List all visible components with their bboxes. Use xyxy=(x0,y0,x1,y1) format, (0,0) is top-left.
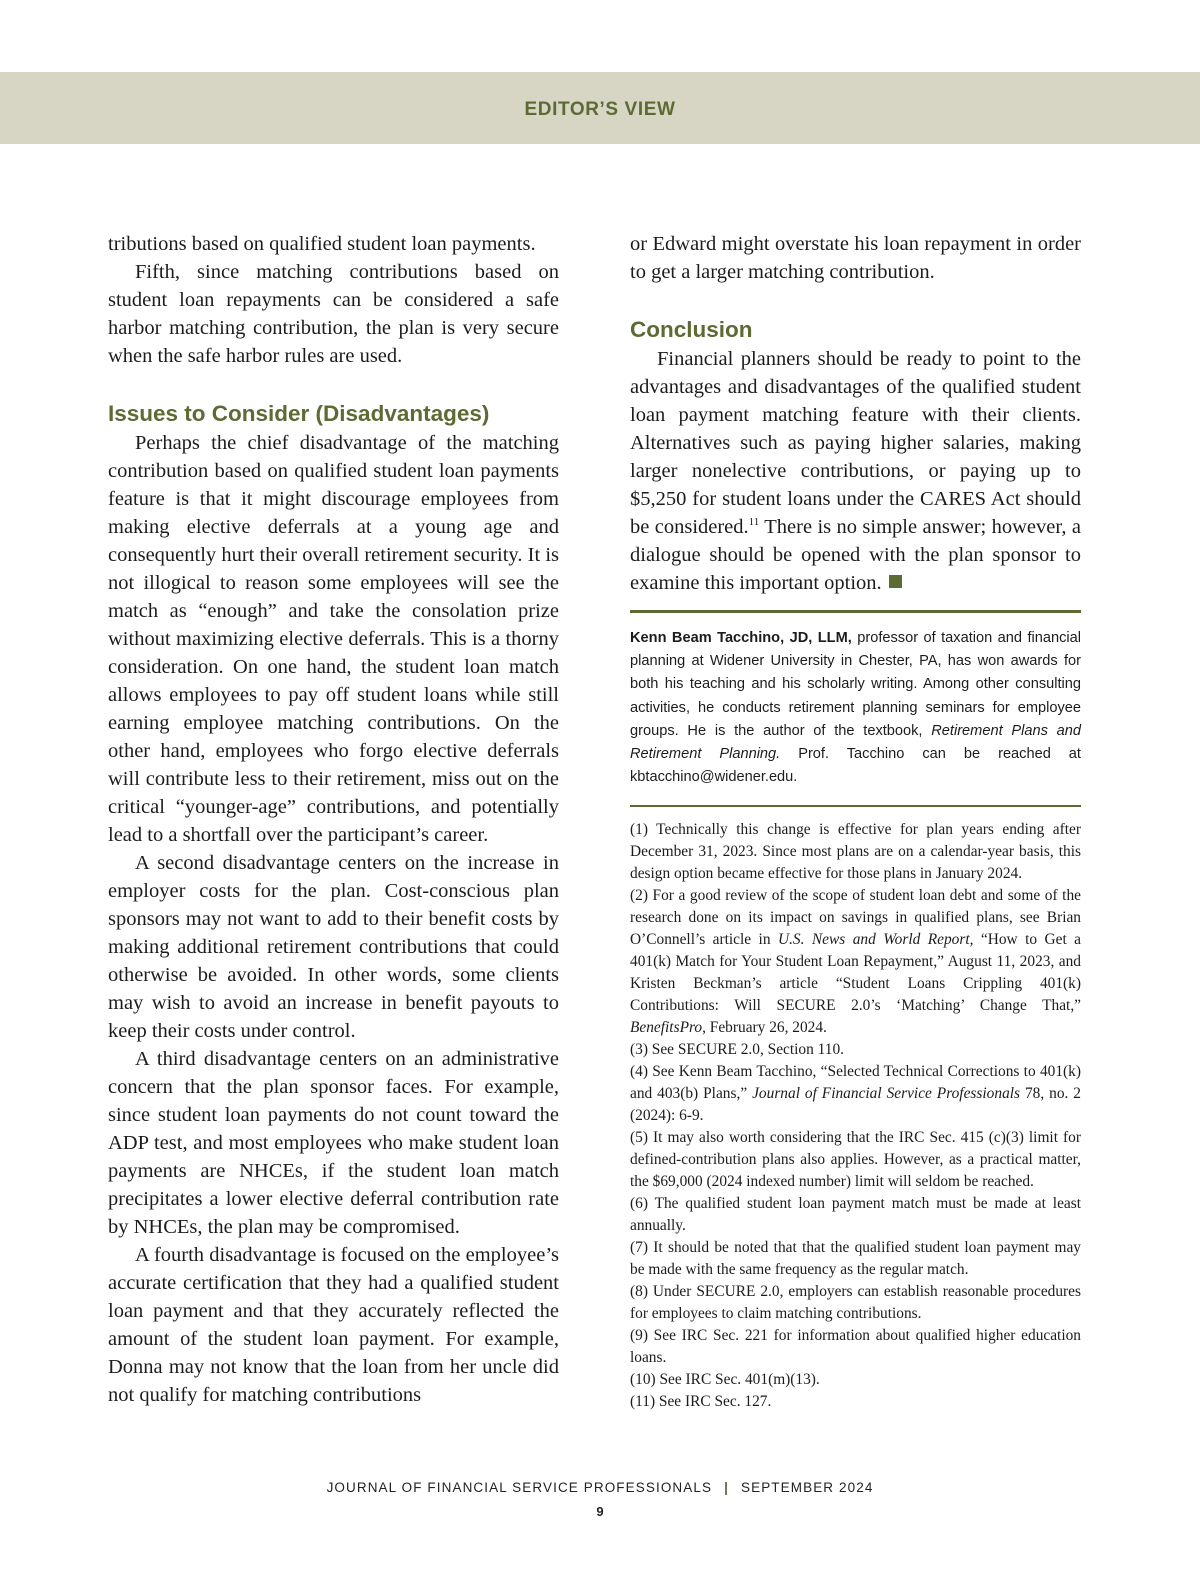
endnote-3: (3) See SECURE 2.0, Section 110. xyxy=(630,1041,845,1059)
paragraph-third-disadvantage: A third disadvantage centers on an administrative concern that the plan sponsor faces. For example, since student loan payments do not count toward the ADP test, and most employees who make student loan payments are NHCEs, if the student loan match precipitates a lower elective deferral contribution rate by NHCEs, the plan may be compromised. xyxy=(108,1048,559,1238)
endnote-5: (5) It may also worth considering that the IRC Sec. 415 (c)(3) limit for defined-contribution plans also applies. However, as a practical matter, the $69,000 (2024 indexed number) limit will seldom be reached. xyxy=(630,1129,1081,1191)
bio-text-b: Prof. Tacchino can be reached at kbtacchino@widener.edu. xyxy=(630,746,1081,786)
endnote-11: (11) See IRC Sec. 127. xyxy=(630,1393,772,1411)
paragraph-fourth-disadvantage: A fourth disadvantage is focused on the employee’s accurate certification that they had a qualified student loan payment and that they accurately reflected the amount of the student loan payment. For example, Donna may not know that the loan from her uncle did not qualify for matching contributions xyxy=(108,1244,559,1406)
endnote-2-publication-2: BenefitsPro xyxy=(630,1019,703,1037)
endnote-4-publication: Journal of Financial Service Professionals xyxy=(752,1085,1021,1103)
paragraph-second-disadvantage: A second disadvantage centers on the increase in employer costs for the plan. Cost-conscious plan sponsors may not want to add to their benefit costs by making additional retirement contributions that could otherwise be avoided. In other words, some clients may wish to avoid an increase in benefit payouts to keep their costs under control. xyxy=(108,852,559,1042)
endnote-4 xyxy=(630,1061,1081,1127)
notes-divider xyxy=(630,805,1081,807)
bio-text-a: professor of taxation and financial planning at Widener University in Chester, PA, has won awards for both his teaching and his scholarly writing. Among other consulting activities, he conducts retirement planning seminars for employee groups. He is the author of the textbook, xyxy=(630,630,1081,739)
journal-name: JOURNAL OF FINANCIAL SERVICE PROFESSIONALS xyxy=(326,1480,713,1495)
endnote-2-publication-1: U.S. News and World Report, xyxy=(777,931,974,949)
endnote-6: (6) The qualified student loan payment match must be made at least annually. xyxy=(630,1195,1081,1235)
paragraph-fifth: Fifth, since matching contributions based on student loan repayments can be considered a safe harbor matching contribution, the plan is very secure when the safe harbor rules are used. xyxy=(108,261,559,367)
author-name: Kenn Beam Tacchino, JD, LLM, xyxy=(630,630,852,646)
conclusion-text-a: Financial planners should be ready to point to the advantages and disadvantages of the qualified student loan payment matching feature with their clients. Alternatives such as paying higher salaries, making larger nonelective contributions, or paying up to $5,250 for student loans under the CARES Act should be considered. xyxy=(630,348,1081,538)
endnote-4-text-a: (4) See Kenn Beam Tacchino, “Selected Technical Corrections to 401(k) and 403(b) Plans,” xyxy=(630,1063,1081,1103)
page-number: 9 xyxy=(596,1504,604,1519)
bio-book-title: Retirement Plans and Retirement Planning. xyxy=(630,722,1081,763)
endnote-10: (10) See IRC Sec. 401(m)(13). xyxy=(630,1371,820,1389)
heading-conclusion: Conclusion xyxy=(630,317,753,342)
paragraph-conclusion xyxy=(630,345,1081,597)
footer-separator: | xyxy=(724,1480,729,1495)
endnote-2-text-a: (2) For a good review of the scope of student loan debt and some of the research done on its impact on savings in qualified plans, see Brian O’Connell’s article in xyxy=(630,887,1081,949)
paragraph-chief-disadvantage: Perhaps the chief disadvantage of the matching contribution based on qualified student loan payments feature is that it might discourage employees from making elective deferrals at a young age and consequently hurt their overall retirement security. It is not illogical to reason some employees will see the match as “enough” and take the consolation prize without maximizing elective deferrals. This is a thorny consideration. On one hand, the student loan match allows employees to pay off student loans while still earning employee matching contributions. On the other hand, employees who forgo elective deferrals will contribute less to their retirement, miss out on the critical “younger-age” contributions, and potentially lead to a shortfall over the participant’s career. xyxy=(108,432,559,846)
paragraph-continuation: tributions based on qualified student loan payments. xyxy=(108,233,536,255)
endnote-2 xyxy=(630,885,1081,1039)
bio-divider xyxy=(630,610,1081,613)
endnote-2-text-c: , February 26, 2024. xyxy=(702,1019,827,1037)
section-title: EDITOR’S VIEW xyxy=(524,99,676,120)
endnote-4-text-b: 78, no. 2 (2024): 6-9. xyxy=(630,1085,1081,1125)
author-bio xyxy=(630,627,1081,789)
issue-date: SEPTEMBER 2024 xyxy=(740,1480,874,1495)
endnote-1: (1) Technically this change is effective for plan years ending after December 31, 2023. Since most plans are on a calendar-year basis, this design option became effective for those plans in January 2024. xyxy=(630,821,1081,883)
running-footer xyxy=(0,1480,1200,1495)
endnote-2-text-b: “How to Get a 401(k) Match for Your Student Loan Repayment,” August 11, 2023, and Kristen Beckman’s article “Student Loans Crippling 401(k) Contributions: Will SECURE 2.0’s ‘Matching’ Change That,” xyxy=(630,931,1081,1015)
right-column xyxy=(630,230,1081,1413)
conclusion-text-b: There is no simple answer; however, a dialogue should be opened with the plan sponsor to examine this important option. xyxy=(630,516,1081,594)
heading-issues-to-consider: Issues to Consider (Disadvantages) xyxy=(108,401,490,426)
paragraph-continuation-right: or Edward might overstate his loan repayment in order to get a larger matching contribution. xyxy=(630,233,1081,283)
footnote-ref-11: 11 xyxy=(748,516,760,528)
endnote-7: (7) It should be noted that that the qualified student loan payment may be made with the same frequency as the regular match. xyxy=(630,1239,1081,1279)
endnotes xyxy=(630,819,1081,1413)
left-column xyxy=(108,230,559,1409)
endnote-9: (9) See IRC Sec. 221 for information about qualified higher education loans. xyxy=(630,1327,1081,1367)
end-of-article-mark-icon xyxy=(889,575,902,588)
endnote-8: (8) Under SECURE 2.0, employers can establish reasonable procedures for employees to claim matching contributions. xyxy=(630,1283,1081,1323)
